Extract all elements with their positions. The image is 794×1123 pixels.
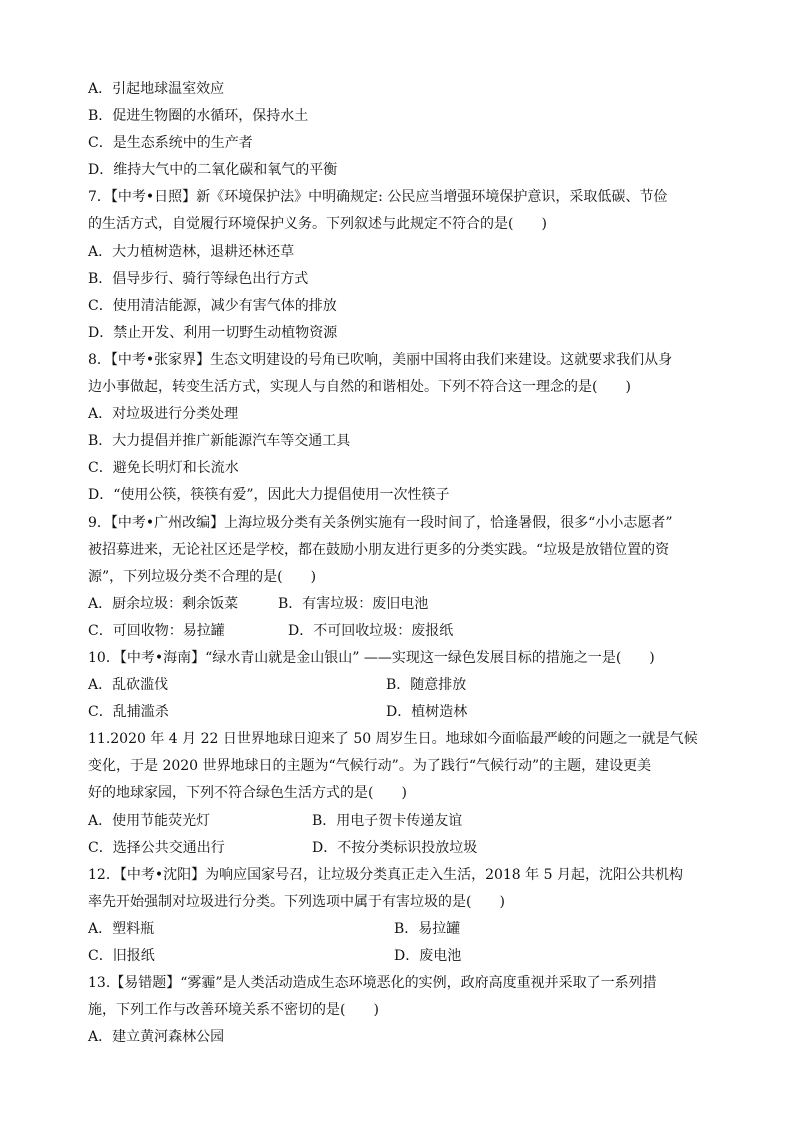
q12-option-d: D．废电池: [394, 948, 462, 964]
q10-options-row-2: [88, 699, 708, 726]
q10-option-b: B．随意排放: [386, 677, 467, 694]
q11-options-row-1: [88, 808, 708, 835]
q12-options-row-2: [88, 943, 708, 970]
q8-option-a: A．对垃圾进行分类处理: [88, 406, 239, 423]
q10-stem-line-1: 10．【中考•海南】“绿水青山就是金山银山” ——实现这一绿色发展目标的措施之一是( ): [88, 649, 655, 666]
q8-option-c: C．避免长明灯和长流水: [88, 460, 239, 477]
q11-stem-line-1: 11.2020 年 4 月 22 日世界地球日迎来了 50 周岁生日。地球如今面临最严峻的问题之一就是气候: [88, 731, 698, 748]
q12-stem-line-1: 12．【中考•沈阳】为响应国家号召，让垃圾分类真正走入生活，2018 年 5 月起，沈阳公共机构: [88, 866, 683, 883]
q7-option-a: A．大力植树造林，退耕还林还草: [88, 243, 295, 260]
q9-stem-line-2: 被招募进来，无论社区还是学校，都在鼓励小朋友进行更多的分类实践。“垃圾是放错位置的资: [88, 541, 670, 558]
q11-option-b: B．用电子贺卡传递友谊: [312, 812, 463, 829]
q10-option-d: D．植树造林: [386, 704, 468, 721]
q11-option-a: A．使用节能荧光灯: [88, 812, 211, 829]
q7-stem-line-1: 7．【中考•日照】新《环境保护法》中明确规定: 公民应当增强环境保护意识，采取低碳、节俭: [88, 189, 668, 206]
q7-stem-line-2: 的生活方式，自觉履行环境保护义务。下列叙述与此规定不符合的是( ): [88, 216, 547, 233]
q13-stem-line-1: 13.【易错题】“雾霾”是人类活动造成生态环境恶化的实例，政府高度重视并采取了一系列措: [88, 975, 657, 992]
q6-option-c: C．是生态系统中的生产者: [88, 135, 253, 152]
q9-option-d: D．不可回收垃圾：废报纸: [288, 622, 454, 639]
q6-option-b: B．促进生物圈的水循环，保持水土: [88, 108, 309, 125]
q9-option-c: C．可回收物：易拉罐: [88, 622, 225, 639]
q8-option-b: B．大力提倡并推广新能源汽车等交通工具: [88, 433, 351, 450]
q9-option-a: A．厨余垃圾：剩余饭菜: [88, 595, 239, 612]
q11-stem-line-2: 变化，于是 2020 世界地球日的主题为“气候行动”。为了践行“气候行动”的主题，建设更美: [88, 758, 652, 775]
q11-option-d: D．不按分类标识投放垃圾: [312, 839, 478, 856]
q9-stem-line-3: 源”，下列垃圾分类不合理的是( ): [88, 568, 317, 585]
q8-stem-line-2: 边小事做起，转变生活方式，实现人与自然的和谐相处。下列不符合这一理念的是( ): [88, 379, 631, 396]
q12-option-a: A．塑料瓶: [88, 920, 155, 937]
q10-option-c: C．乱捕滥杀: [88, 704, 169, 721]
q10-options-row-1: [88, 672, 708, 699]
q13-stem-line-2: 施，下列工作与改善环境关系不密切的是( ): [88, 1002, 379, 1019]
q9-options-row-1: [88, 591, 708, 618]
q12-option-c: C．旧报纸: [88, 948, 155, 964]
q7-option-d: D．禁止开发、利用一切野生动植物资源: [88, 324, 338, 341]
q10-option-a: A．乱砍滥伐: [88, 677, 169, 694]
q12-stem-line-2: 率先开始强制对垃圾进行分类。下列选项中属于有害垃圾的是( ): [88, 893, 505, 910]
q6-option-a: A．引起地球温室效应: [88, 81, 225, 97]
q11-options-row-2: [88, 835, 708, 862]
q9-options-row-2: [88, 618, 708, 645]
q8-stem-line-1: 8．【中考•张家界】生态文明建设的号角已吹响，美丽中国将由我们来建设。这就要求我们从身: [88, 351, 673, 368]
q12-options-row-1: [88, 916, 708, 943]
q11-stem-line-3: 好的地球家园，下列不符合绿色生活方式的是( ): [88, 785, 407, 802]
q9-option-b: B．有害垃圾：废旧电池: [278, 595, 429, 612]
q7-option-c: C．使用清洁能源，减少有害气体的排放: [88, 297, 337, 314]
q13-option-a: A．建立黄河森林公园: [88, 1029, 225, 1046]
question-list: [88, 76, 708, 1051]
q12-option-b: B．易拉罐: [394, 920, 461, 937]
q7-option-b: B．倡导步行、骑行等绿色出行方式: [88, 270, 309, 287]
q9-stem-line-1: 9．【中考•广州改编】上海垃圾分类有关条例实施有一段时间了，恰逢暑假，很多“小小志愿者”: [88, 514, 673, 531]
q8-option-d: D．“使用公筷，筷筷有爱”，因此大力提倡使用一次性筷子: [88, 487, 450, 504]
q11-option-c: C．选择公共交通出行: [88, 839, 225, 856]
q6-option-d: D．维持大气中的二氧化碳和氧气的平衡: [88, 162, 338, 179]
